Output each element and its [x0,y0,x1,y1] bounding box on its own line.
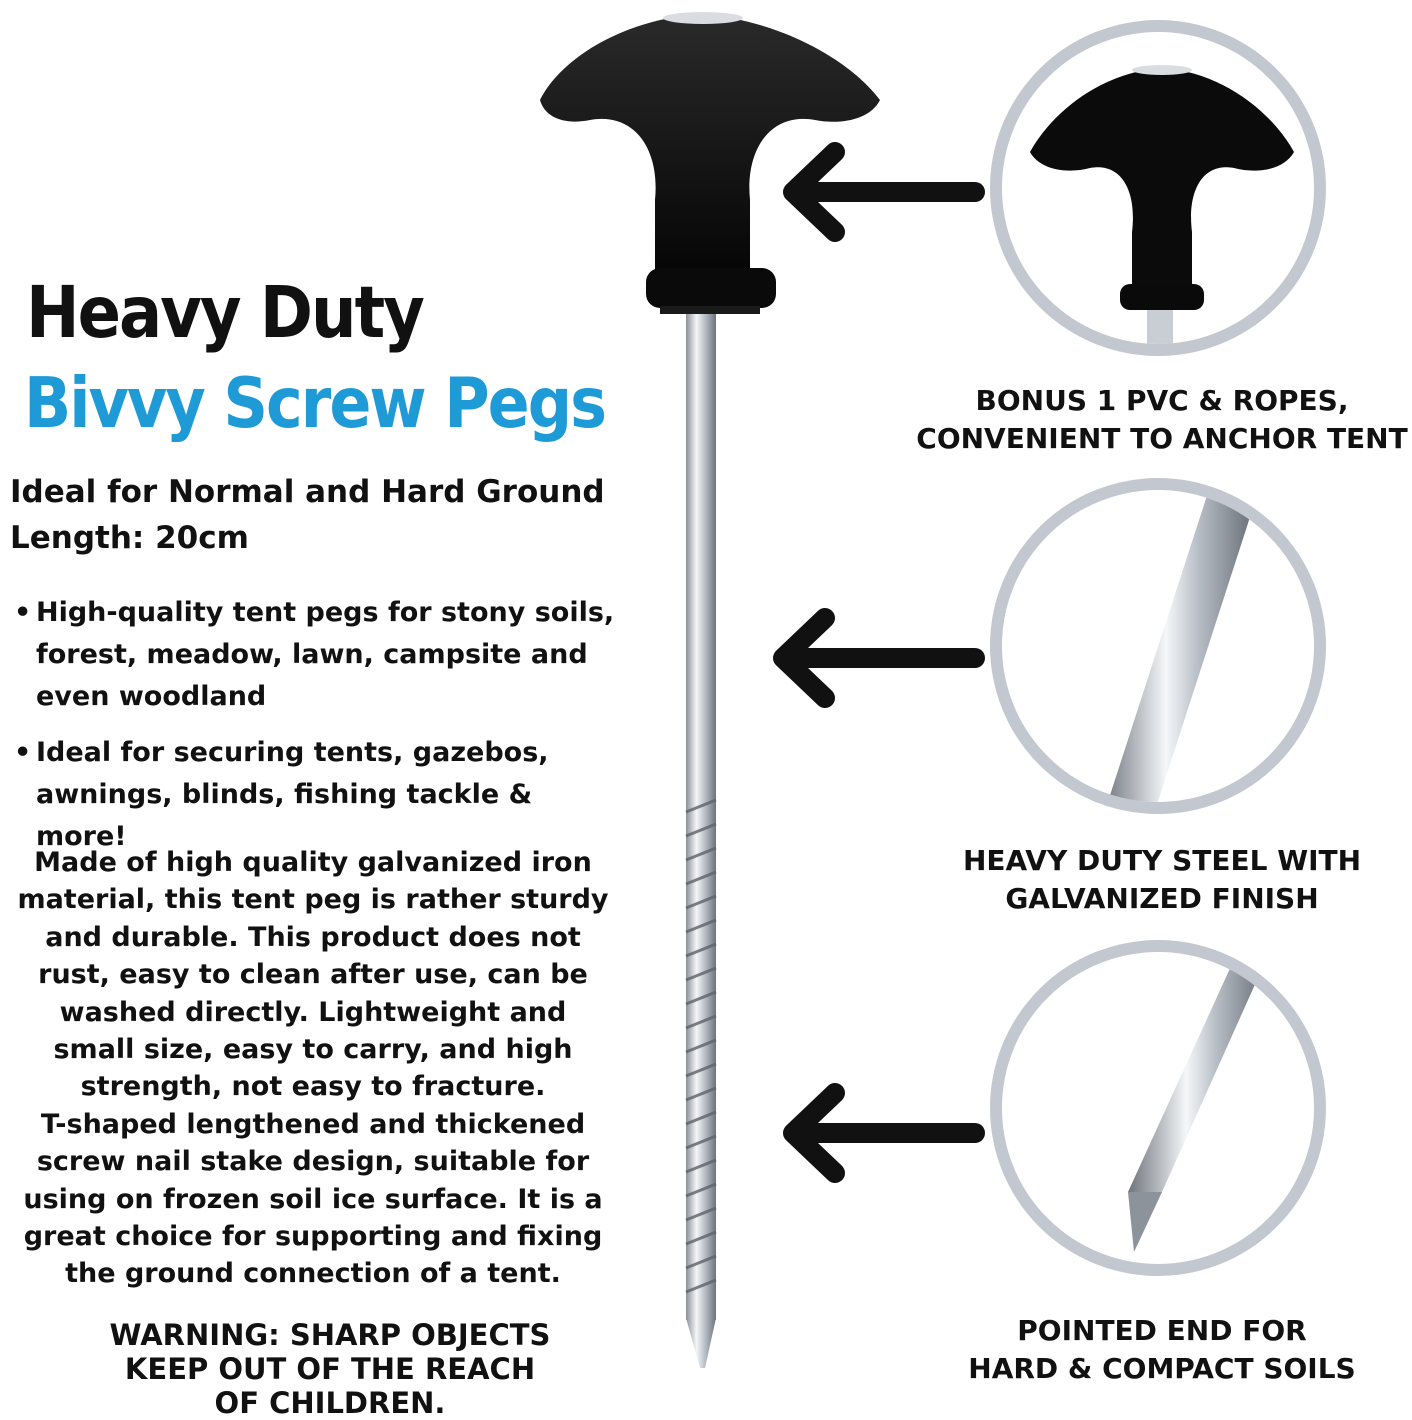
bullet-text: Ideal for securing tents, gazebos, awnings, blinds, fishing tackle & more! [36,737,549,852]
spec-length: Length: 20cm [10,520,249,556]
peg-shaft [686,300,716,1368]
callout-caption-pointed-end: POINTED END FOR HARD & COMPACT SOILS [968,1314,1356,1385]
headline-heavy-duty: Heavy Duty [26,272,423,355]
callout-caption-galvanized-steel: HEAVY DUTY STEEL WITH GALVANIZED FINISH [962,844,1362,915]
closeup-circle-head [990,20,1326,356]
bullet-item [14,592,624,718]
product-description: Made of high quality galvanized iron material, this tent peg is rather sturdy and durable. This product does not rust, easy to clean after use, can be washed directly. Lightweight and small size, easy to carry, and high strength, not easy to fracture. T-shaped lengthened and thickened screw nail stake design, suitable for using on frozen soil ice surface. It is a great choice for supporting and fixing the ground connection of a tent. [17,847,609,1290]
closeup-circle-tip [990,940,1326,1276]
headline-product-name: Bivvy Screw Pegs [24,362,606,444]
bullet-item [14,732,624,858]
arrow-icon [783,618,975,698]
callout-caption-pvc-ropes: BONUS 1 PVC & ROPES, CONVENIENT TO ANCHOR TENT [916,384,1408,455]
arrow-icon [793,1093,975,1173]
closeup-circle-shaft [990,478,1326,814]
pointed-tip-closeup-icon [1002,952,1314,1264]
tent-peg-head-closeup-icon [1002,32,1314,344]
warning-text: WARNING: SHARP OBJECTS KEEP OUT OF THE REACH OF CHILDREN. [109,1318,551,1420]
steel-shaft-closeup-icon [1002,490,1314,802]
bullet-text: High-quality tent pegs for stony soils, forest, meadow, lawn, campsite and even woodland [36,597,615,712]
arrow-icon [793,152,975,232]
bullet-icon: • [14,737,32,768]
bullet-icon: • [14,597,32,628]
spec-ground: Ideal for Normal and Hard Ground [10,474,605,510]
